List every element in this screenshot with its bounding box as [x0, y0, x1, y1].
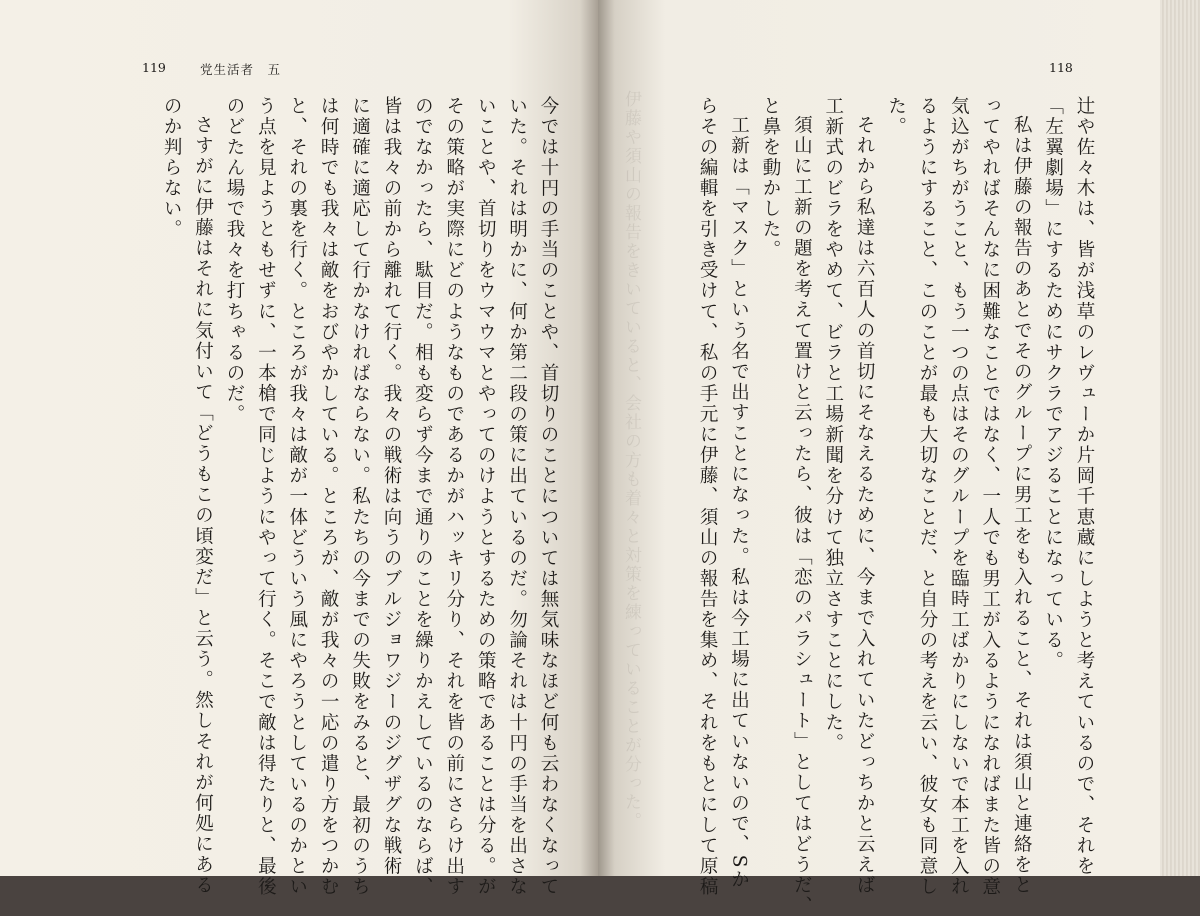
text-column: 「左翼劇場」にするためにサクラでアジることになっている。 — [1042, 96, 1064, 672]
text-column: その策略が実際にどのようなものであるかがハッキリ分り、それを皆の前にさらけ出す — [443, 96, 465, 898]
text-column: 須山に工新の題を考えて置けと云ったら、彼は「恋のパラシュート」としてはどうだ、 — [791, 114, 813, 916]
text-column: 皆は我々の前から離れて行く。我々の戦術は向うのブルジョワジーのジグザグな戦術 — [380, 96, 402, 877]
text-column: のどたん場で我々を打ちゃるのだ。 — [223, 96, 245, 425]
left-page-text — [140, 96, 564, 898]
text-column: 工新は「マスク」という名で出すことになった。私は今工場に出ていないので、Sか — [728, 114, 750, 890]
text-column: さすがに伊藤はそれに気付いて「どうもこの頃変だ」と云う。然しそれが何処にある — [192, 114, 214, 896]
text-column: いことや、首切りをウマウマとやってのけようとするための策略であることは分る。が — [475, 96, 497, 898]
right-page-text — [697, 96, 1100, 916]
show-through-text: 伊藤や須山の報告をきいていると、会社の方も着々と対策を練っていることが分った。 — [621, 90, 641, 831]
text-column: それから私達は六百人の首切にそなえるために、今まで入れていたどっちかと云えば — [854, 114, 876, 896]
left-page-number: 119 — [142, 60, 166, 75]
text-column: 工新式のビラをやめて、ビラと工場新聞を分けて独立さすことにした。 — [822, 96, 844, 754]
text-column: に適確に適応して行かなければならない。私たちの今までの失敗をみると、最初のうち — [349, 96, 371, 898]
text-column: う点を見ようともせずに、一本槍で同じようにやって行く。そこで敵は得たりと、最後 — [255, 96, 277, 898]
right-page-number: 118 — [1049, 60, 1073, 75]
text-column: は何時でも我々は敵をおびやかしている。ところが、敵が我々の一応の遣り方をつかむ — [318, 96, 340, 898]
text-column: のでなかったら、駄目だ。相も変らず今まで通りのことを繰りかえしているのならば、 — [412, 96, 434, 898]
page-edges — [1160, 0, 1200, 876]
text-column: と鼻を動かした。 — [759, 96, 781, 261]
text-column: 私は伊藤の報告のあとでそのグループに男工をも入れること、それは須山と連絡をと — [1011, 114, 1033, 896]
text-column: いた。それは明かに、何か第二段の策に出ているのだ。勿論それは十円の手当を出さな — [506, 96, 528, 898]
text-column: のか判らない。 — [161, 96, 183, 240]
text-column: 気込がちがうこと、もう一つの点はそのグループを臨時工ばかりにしないで本工を入れ — [948, 96, 970, 898]
text-column: 今では十円の手当のことや、首切りのことについては無気味なほど何も云わなくなって — [538, 96, 559, 898]
text-column: と、それの裏を行く。ところが我々は敵が一体どういう風にやろうとしているのかとい — [286, 96, 308, 898]
text-column: ってやればそんなに困難なことではなく、一人でも男工が入るようになればまた皆の意 — [979, 96, 1001, 898]
text-column: らその編輯を引き受けて、私の手元に伊藤、須山の報告を集め、それをもとにして原稿 — [697, 96, 719, 898]
text-column: た。 — [885, 96, 907, 138]
running-title: 党生活者 五 — [200, 62, 282, 77]
text-column: るようにすること、このことが最も大切なことだ、と自分の考えを云い、彼女も同意し — [916, 96, 938, 898]
text-column: 辻や佐々木は、皆が浅草のレヴューか片岡千恵蔵にしようと考えているので、それを — [1074, 96, 1095, 877]
